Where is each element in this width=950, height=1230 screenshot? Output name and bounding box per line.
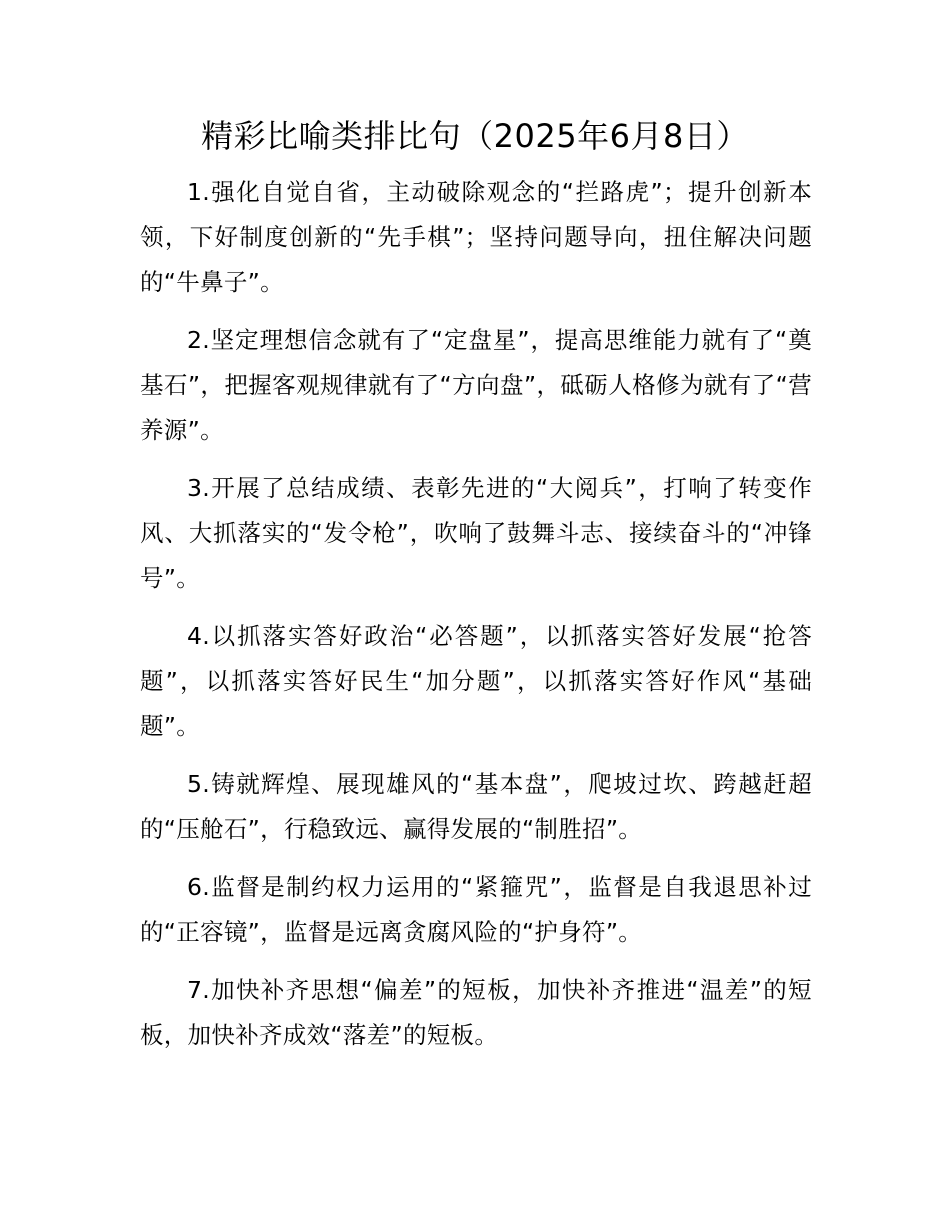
document-title: 精彩比喻类排比句（2025年6月8日） — [201, 117, 749, 155]
paragraph-4: 4.以抓落实答好政治“必答题”，以抓落实答好发展“抢答题”，以抓落实答好民生“加分题”，以抓落实答好作风“基础题”。 — [140, 622, 812, 740]
paragraph-1: 1.强化自觉自省，主动破除观念的“拦路虎”；提升创新本领，下好制度创新的“先手棋”；坚持问题导向，扭住解决问题的“牛鼻子”。 — [140, 178, 812, 296]
paragraph-2: 2.坚定理想信念就有了“定盘星”，提高思维能力就有了“奠基石”，把握客观规律就有了“方向盘”，砥砺人格修为就有了“营养源”。 — [140, 326, 812, 444]
paragraph-6: 6.监督是制约权力运用的“紧箍咒”，监督是自我退思补过的“正容镜”，监督是远离贪腐风险的“护身符”。 — [140, 873, 812, 946]
paragraph-5: 5.铸就辉煌、展现雄风的“基本盘”，爬坡过坎、跨越赶超的“压舱石”，行稳致远、赢得发展的“制胜招”。 — [140, 770, 812, 843]
paragraph-3: 3.开展了总结成绩、表彰先进的“大阅兵”，打响了转变作风、大抓落实的“发令枪”，吹响了鼓舞斗志、接续奋斗的“冲锋号”。 — [140, 474, 812, 592]
document-body — [140, 170, 812, 1071]
paragraph-7: 7.加快补齐思想“偏差”的短板，加快补齐推进“温差”的短板，加快补齐成效“落差”的短板。 — [140, 976, 812, 1049]
